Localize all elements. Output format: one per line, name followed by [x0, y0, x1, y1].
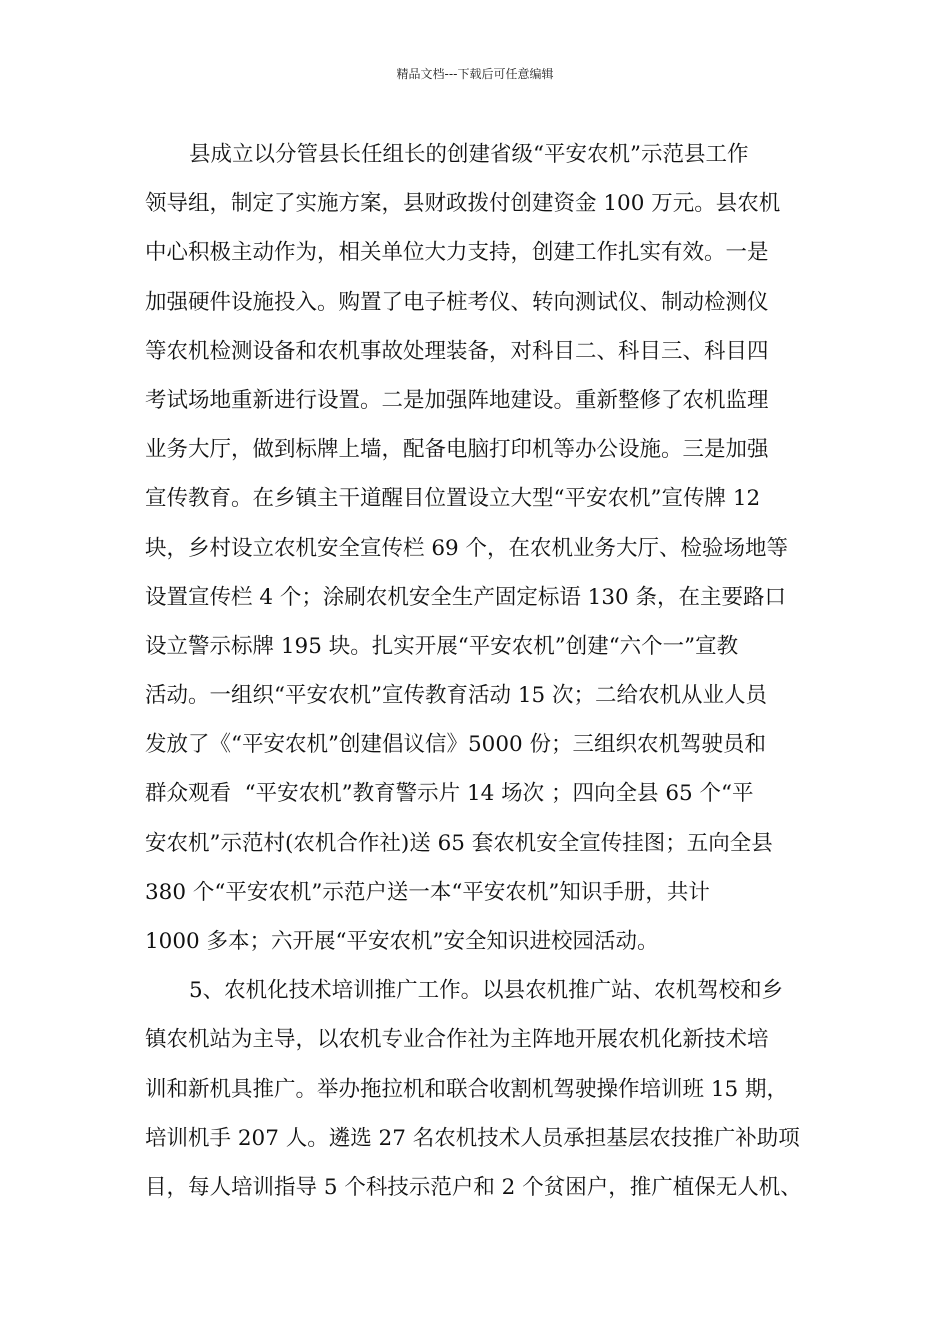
- text-line: 活动。一组织“平安农机”宣传教育活动 15 次；二给农机从业人员: [145, 683, 768, 709]
- text-line: 镇农机站为主导，以农机专业合作社为主阵地开展农机化新技术培: [145, 1027, 769, 1053]
- text-line: 块，乡村设立农机安全宣传栏 69 个，在农机业务大厅、检验场地等: [145, 535, 789, 561]
- text-line: 设立警示标牌 195 块。扎实开展“平安农机”创建“六个一”宣教: [145, 633, 739, 659]
- text-line: 群众观看 “平安农机”教育警示片 14 场次 ；四向全县 65 个“平: [145, 781, 754, 807]
- text-line: 中心积极主动作为，相关单位大力支持，创建工作扎实有效。一是: [145, 240, 769, 266]
- text-line: 县成立以分管县长任组长的创建省级“平安农机”示范县工作: [189, 142, 749, 167]
- text-line: 安农机”示范村(农机合作社)送 65 套农机安全宣传挂图；五向全县: [145, 830, 773, 856]
- text-line: 1000 多本；六开展“平安农机”安全知识进校园活动。: [145, 929, 659, 954]
- text-line: 目，每人培训指导 5 个科技示范户和 2 个贫困户，推广植保无人机、: [145, 1174, 802, 1200]
- text-line: 业务大厅，做到标牌上墙，配备电脑打印机等办公设施。三是加强: [145, 437, 769, 463]
- paragraph: [145, 130, 805, 966]
- text-line: 宣传教育。在乡镇主干道醒目位置设立大型“平安农机”宣传牌 12: [145, 486, 761, 512]
- text-line: 5、农机化技术培训推广工作。以县农机推广站、农机驾校和乡: [189, 978, 784, 1004]
- text-line: 等农机检测设备和农机事故处理装备，对科目二、科目三、科目四: [145, 338, 769, 364]
- text-line: 领导组，制定了实施方案，县财政拨付创建资金 100 万元。县农机: [145, 191, 781, 217]
- paragraph: [145, 966, 805, 1212]
- text-line: 加强硬件设施投入。购置了电子桩考仪、转向测试仪、制动检测仪: [145, 289, 769, 315]
- page-header: 精品文档---下载后可任意编辑: [396, 67, 554, 81]
- text-line: 设置宣传栏 4 个；涂刷农机安全生产固定标语 130 条，在主要路口: [145, 584, 787, 610]
- text-line: 发放了《“平安农机”创建倡议信》5000 份；三组织农机驾驶员和: [145, 732, 767, 758]
- text-line: 训和新机具推广。举办拖拉机和联合收割机驾驶操作培训班 15 期，: [145, 1076, 789, 1102]
- text-line: 考试场地重新进行设置。二是加强阵地建设。重新整修了农机监理: [145, 387, 769, 413]
- text-line: 380 个“平安农机”示范户送一本“平安农机”知识手册，共计: [145, 879, 710, 905]
- document-body: [145, 130, 805, 1212]
- text-line: 培训机手 207 人。遴选 27 名农机技术人员承担基层农技推广补助项: [145, 1125, 800, 1151]
